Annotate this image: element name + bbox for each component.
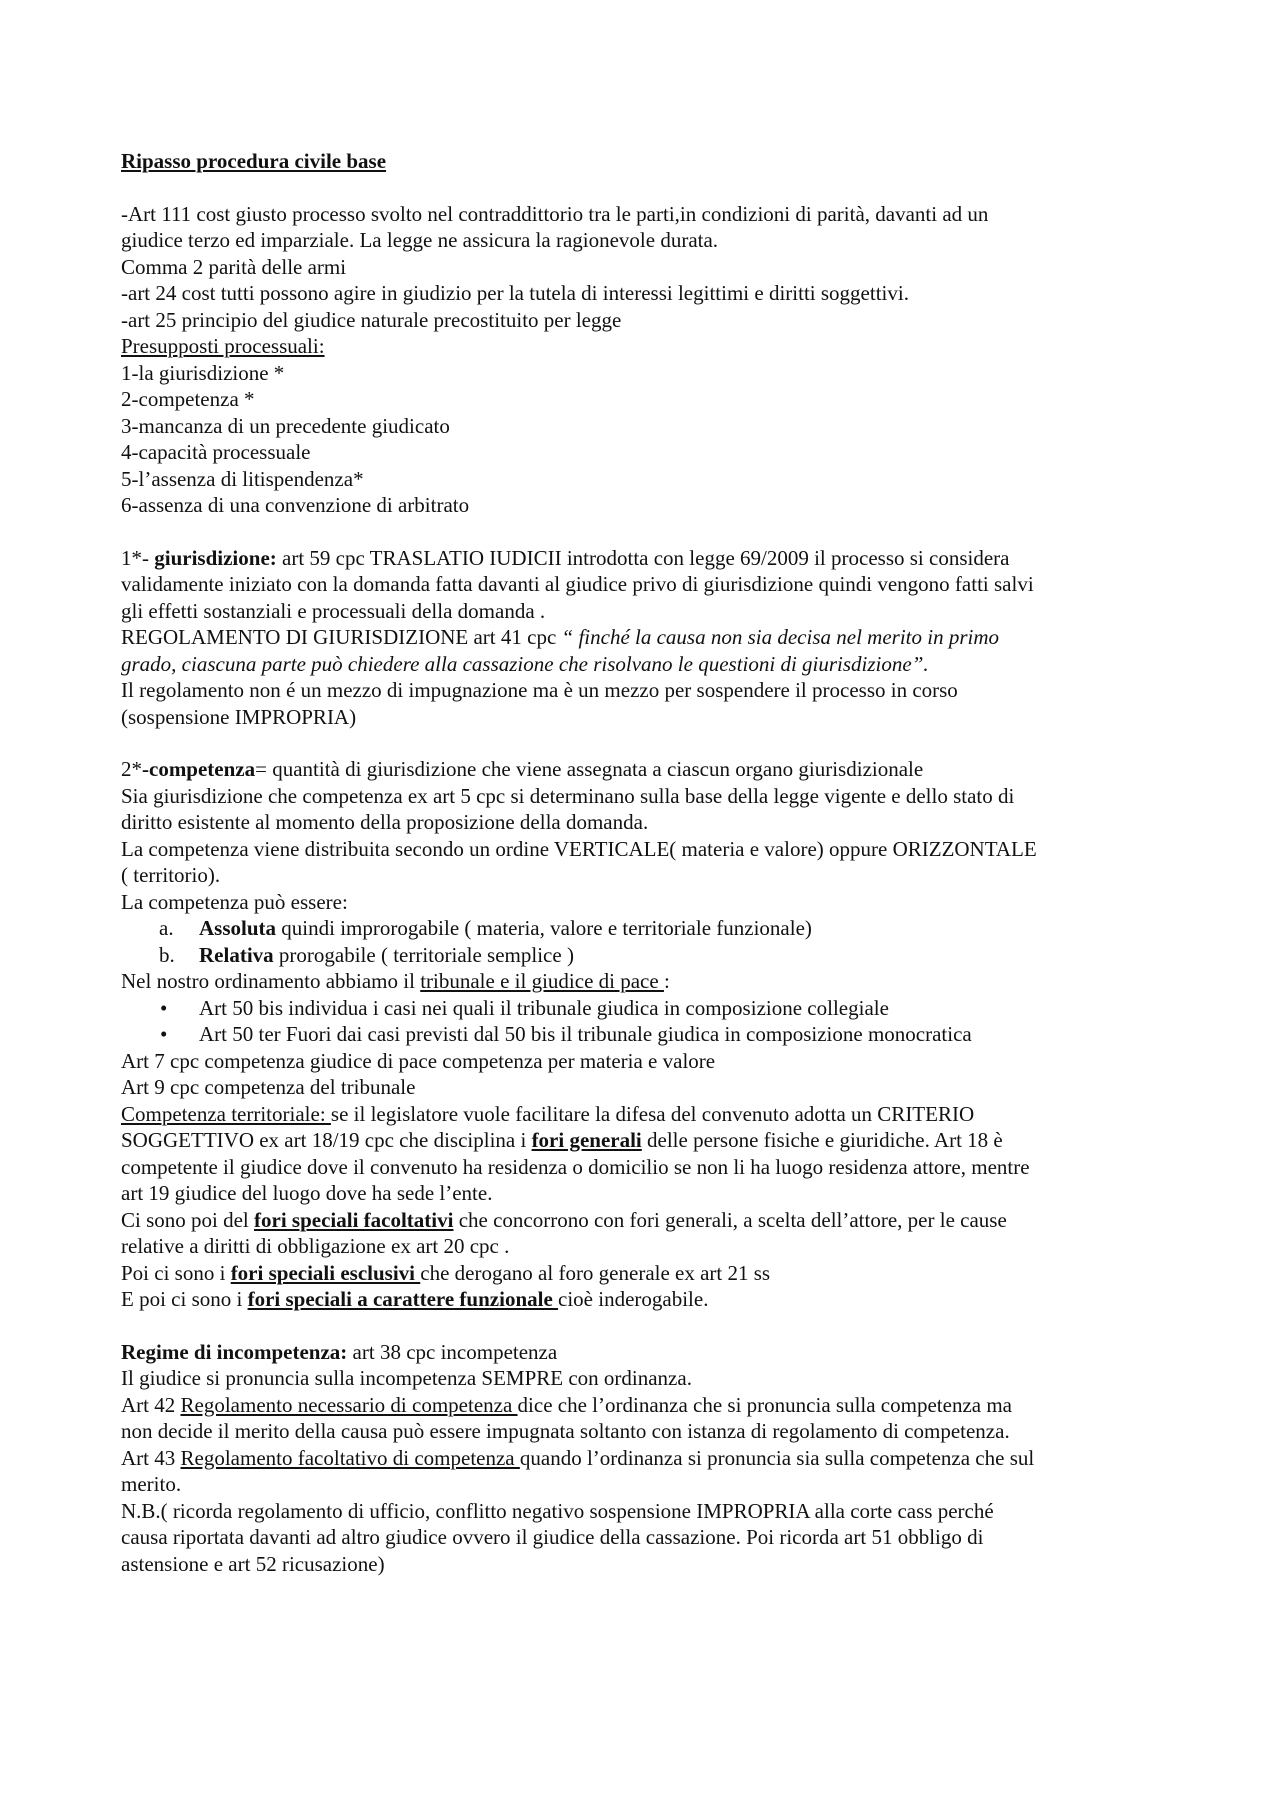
competenza-line: Art 7 cpc competenza giudice di pace competenza per materia e valore <box>121 1048 716 1073</box>
incompetenza-line: N.B.( ricorda regolamento di ufficio, conflitto negativo sospensione IMPROPRIA alla corte cass perché <box>121 1498 994 1523</box>
territoriale-line: Poi ci sono i fori speciali esclusivi che derogano al foro generale ex art 21 ss <box>121 1260 771 1285</box>
document-title <box>121 148 1171 175</box>
incompetenza-line: astensione e art 52 ricusazione) <box>121 1551 385 1576</box>
competenza-line: Sia giurisdizione che competenza ex art 5 cpc si determinano sulla base della legge vigente e dello stato di <box>121 783 1015 808</box>
bullet-item: • Art 50 bis individua i casi nei quali il tribunale giudica in composizione collegiale <box>160 995 889 1020</box>
competenza-line: diritto esistente al momento della proposizione della domanda. <box>121 810 649 834</box>
incompetenza-line: Regime di incompetenza: art 38 cpc incompetenza <box>121 1339 558 1364</box>
territoriale-line: Competenza territoriale: se il legislatore vuole facilitare la difesa del convenuto adotta un CRITERIO <box>121 1101 975 1126</box>
territoriale-line: relative a diritti di obbligazione ex art 20 cpc . <box>121 1234 510 1258</box>
competenza-line: 2*-competenza= quantità di giurisdizione che viene assegnata a ciascun organo giurisdizionale <box>121 757 924 781</box>
bullet-icon: • <box>160 995 168 1020</box>
competenza-line: Nel nostro ordinamento abbiamo il tribunale e il giudice di pace : <box>121 969 670 993</box>
spacer <box>121 519 1171 545</box>
competenza-line: Art 9 cpc competenza del tribunale <box>121 1075 416 1099</box>
intro-line: -Art 111 cost giusto processo svolto nel contraddittorio tra le parti,in condizioni di parità, davanti ad un <box>121 201 989 226</box>
list-marker: a. <box>159 916 174 940</box>
quote-text: “ finché la causa non sia decisa nel merito in primo <box>561 625 999 649</box>
intro-line: -art 24 cost tutti possono agire in giudizio per la tutela di interessi legittimi e diritti soggettivi. <box>121 281 909 305</box>
list-marker: b. <box>159 942 175 967</box>
competenza-line: La competenza può essere: <box>121 889 348 914</box>
territoriale-line: competente il giudice dove il convenuto ha residenza o domicilio se non li ha luogo residenza attore, mentre <box>121 1154 1030 1179</box>
bullet-icon: • <box>160 1022 168 1046</box>
presupposti-item: 3-mancanza di un precedente giudicato <box>121 413 450 438</box>
spacer <box>121 175 1171 201</box>
competenza-term: -competenza <box>142 757 256 781</box>
giurisdizione-line: (sospensione IMPROPRIA) <box>121 704 357 729</box>
intro-line: Comma 2 parità delle armi <box>121 254 347 279</box>
document-page <box>121 148 1171 1577</box>
incompetenza-line: merito. <box>121 1472 182 1496</box>
competenza-line: La competenza viene distribuita secondo un ordine VERTICALE( materia e valore) oppure ORIZZONTALE <box>121 836 1037 861</box>
presupposti-heading: Presupposti processuali: <box>121 334 325 358</box>
giurisdizione-line: REGOLAMENTO DI GIURISDIZIONE art 41 cpc “ finché la causa non sia decisa nel merito in primo <box>121 625 999 649</box>
title-text: Ripasso procedura civile base <box>121 149 387 173</box>
presupposti-item: 2-competenza * <box>121 387 255 411</box>
spacer <box>121 1313 1171 1339</box>
presupposti-item: 1-la giurisdizione * <box>121 360 285 385</box>
spacer <box>121 730 1171 756</box>
giurisdizione-line: gli effetti sostanziali e processuali della domanda . <box>121 598 546 623</box>
intro-line: giudice terzo ed imparziale. La legge ne assicura la ragionevole durata. <box>121 228 719 252</box>
incompetenza-line: Il giudice si pronuncia sulla incompetenza SEMPRE con ordinanza. <box>121 1366 692 1390</box>
giurisdizione-line: validamente iniziato con la domanda fatta davanti al giudice privo di giurisdizione quindi vengono fatti salvi <box>121 572 1034 596</box>
territoriale-line: SOGGETTIVO ex art 18/19 cpc che disciplina i fori generali delle persone fisiche e giuridiche. Art 18 è <box>121 1128 1003 1152</box>
presupposti-item: 4-capacità processuale <box>121 440 311 464</box>
presupposti-item: 6-assenza di una convenzione di arbitrato <box>121 493 470 517</box>
ordered-list-item: a. Assoluta quindi improrogabile ( materia, valore e territoriale funzionale) <box>159 916 812 940</box>
incompetenza-line: Art 42 Regolamento necessario di competenza dice che l’ordinanza che si pronuncia sulla competenza ma <box>121 1392 1012 1417</box>
incompetenza-line: non decide il merito della causa può essere impugnata soltanto con istanza di regolamento di competenza. <box>121 1419 1010 1443</box>
giurisdizione-term: giurisdizione: <box>154 545 277 570</box>
territoriale-line: art 19 giudice del luogo dove ha sede l’ente. <box>121 1181 493 1205</box>
ordered-list-item: b. Relativa prorogabile ( territoriale semplice ) <box>159 942 574 967</box>
quote-text: grado, ciascuna parte può chiedere alla cassazione che risolvano le questioni di giurisdizione”. <box>121 651 929 676</box>
giurisdizione-line: Il regolamento non é un mezzo di impugnazione ma è un mezzo per sospendere il processo in corso <box>121 678 958 702</box>
incompetenza-line: causa riportata davanti ad altro giudice ovvero il giudice della cassazione. Poi ricorda art 51 obbligo di <box>121 1525 984 1549</box>
presupposti-item: 5-l’assenza di litispendenza* <box>121 466 364 491</box>
bullet-item: • Art 50 ter Fuori dai casi previsti dal 50 bis il tribunale giudica in composizione monocratica <box>160 1022 972 1046</box>
incompetenza-term: Regime di incompetenza: <box>121 1339 348 1364</box>
competenza-line: ( territorio). <box>121 863 221 887</box>
territoriale-line: E poi ci sono i fori speciali a carattere funzionale cioè inderogabile. <box>121 1287 709 1311</box>
intro-line: -art 25 principio del giudice naturale precostituito per legge <box>121 307 622 332</box>
territoriale-line: Ci sono poi del fori speciali facoltativi che concorrono con fori generali, a scelta dell’attore, per le cause <box>121 1207 1007 1232</box>
giurisdizione-line: 1*- giurisdizione: art 59 cpc TRASLATIO IUDICII introdotta con legge 69/2009 il processo si considera <box>121 545 1010 570</box>
incompetenza-line: Art 43 Regolamento facoltativo di competenza quando l’ordinanza si pronuncia sia sulla competenza che sul <box>121 1445 1035 1470</box>
